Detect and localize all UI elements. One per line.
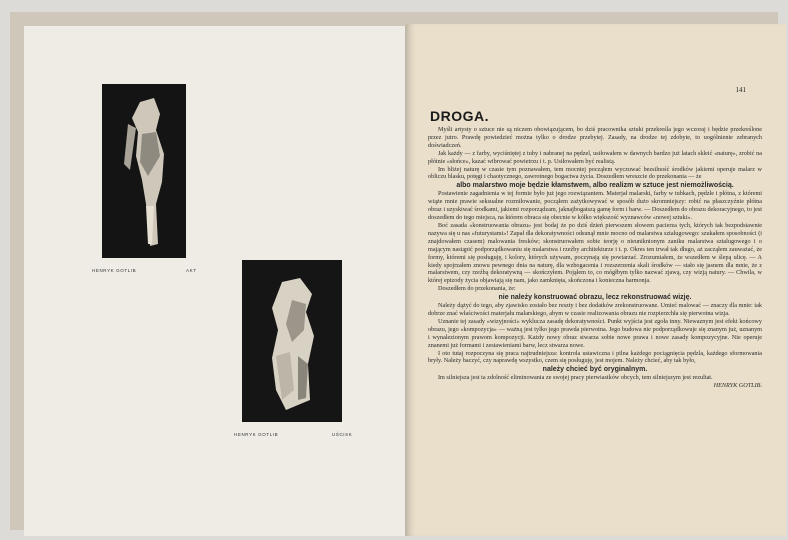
caption-title-bottom: UŚCISK <box>332 432 353 437</box>
caption-title-top: AKT <box>186 268 197 273</box>
emphasis-statement: należy chcieć być oryginalnym. <box>542 366 648 374</box>
paragraph: Uznanie tej zasady «wizyjności» wyklucza zasadę dekoratywności. Punkt wyjścia jest zgoła inny. Niewaznym jest efekt końcowy obrazu, jego «kompozycja» — ważną jest tylko jego prawda pierwotna. Jego budowa nie podporządkowuje się znanym już, uznanym i wynalezionym prawom kompozycji. Każdy nowy obraz stwarza sobie nowe prawa i nowe zasady kompozycyjne. Nie operuje znanemi już formami i zestawieniami barw, lecz stwarza nowe. <box>428 317 762 349</box>
figure-painting-akt <box>102 84 186 258</box>
paragraph: Doszedłem do przekonania, że: <box>438 285 516 293</box>
emphasis-statement: nie należy konstruować obrazu, lecz rekonstruować wizję. <box>498 294 692 302</box>
paragraph: Postawienie zagadnienia w tej formie było już jego rozwiązaniem. Materjał malarski, farby w tubkach, pędzle i płótna, z któremi wiąże mnie prawie seksualne rozmiłowanie, począłem zażytkowywać w sposób dużo skromniejszy: robić na płaszczyźnie płótna obraz i uzyskiwać środkami, jakiemi rozporządzam, jaknajbogatszą gamę form i barw. — Doszedłem do obrazu dekoracyjnego, to jest doszedłem do tego miejsca, na którem obraca się obecnie w kółko większość wyznawców «nowej sztuki». <box>428 190 762 222</box>
right-page <box>406 24 786 536</box>
left-page <box>24 26 406 536</box>
article-body <box>428 126 762 390</box>
paragraph: Należy dążyć do tego, aby zjawisko zostało bez reszty i bez dodatków zrekonstruowane. Umieć malować — znaczy dla mnie: tak dobrze znać właściwości materjału malarskiego, abym w czasie realizowania obrazu nie rozpierzchła się pierwotna wizja. <box>428 302 762 318</box>
photo-akt <box>102 84 186 258</box>
caption-author-bottom: HENRYK GOTLIB <box>234 432 279 437</box>
paragraph: Jak każdy — z farby, wyciśniętej z tuby i nabranej na pędzel, usiłowałem w dawnych bardzo już latach skleić «naturę», zrobić na płótnie «słońce», kazać wibrować powietrzu i t. p. Usiłowałem być realistą. <box>428 149 762 165</box>
page-number: 141 <box>735 86 746 94</box>
paragraph: Im bliżej naturę w czasie tym poznawałem, tem mocniej począłem wyczuwać bezsilność środków jakiemi operuje malarz w obliczu blasku, potęgi i chaotycznego, zawrotnego bogactwa życia. Doszedłem wreszcie do przekonania — że <box>428 165 762 181</box>
paragraph: Myśli artysty o sztuce nie są niczem obowiązującem, bo dziś pracownika sztuki przekreśla jego wczoraj i będzie przekreślone przez jutro. Prawdę powiedzieć można tylko o drodze przebytej. Zasady, na drodze tej zdobyte, to uogólnienie zebranych doświadczeń. <box>428 126 762 149</box>
photo-uscisk <box>242 260 342 422</box>
paragraph: Im silniejsza jest ta zdolność eliminowania ze swojej pracy pierwiastków obcych, tem silniejszym jest rezultat. <box>438 374 713 382</box>
caption-author-top: HENRYK GOTLIB <box>92 268 137 273</box>
sculpture-uscisk <box>242 260 342 422</box>
paragraph: Boć zasada «konstruowania obrazu» jest bodaj że po dziś dzień pierwszem słowem pacierza tych, których tak bezpodstawnie nazywa się u nas «futurystami»! Zapał dla dekoratywności odsunął mnie mocno od malarstwa sztalugowego: szukałem sposobności (i znajdowałem czasem) malowania fresków; skonstruowałem sobie teorję o nieuniknionym zaniku malarstwa sztalugowego i o mającym nastąpić podporządkowaniu się malarstwa i rzeźby architekturze i t. p. Okres ten trwał tak długo, aż zacząłem zauważać, że formy, któremi się posługuję, i kolory, których używam, poczynają się powtarzać. Zrozumiałem, że wszedłem w ślepą ulicę. — A kiedy spojrzałem znowu pewnego dnia na naturę, dla wzbogacenia i rozszerzenia skali środków — stało się jasnem dla mnie, że z malarstwem, czy rzeźbą dekoratywną — skończyłem. Pojąłem to, co mógłbym tylko nazwać zjawą, czy wizją natury. — Chwila, w której epizody życia objawiają się nam, jako zamknięta, skończona i konieczna harmonja. <box>428 221 762 285</box>
emphasis-statement: albo malarstwo moje będzie kłamstwem, albo realizm w sztuce jest niemożliwością. <box>456 182 734 190</box>
paragraph: I oto tutaj rozpoczyna się praca najtrudniejsza: kontrola ustawiczna i pilna każdego pociągnięcia pędzla, każdego sformowania bryły. Należy baczyć, czy naprawdę wszystko, czem się posługuję, jest mojem. Należy chcieć, aby tak było, <box>428 349 762 365</box>
article-heading: DROGA. <box>430 108 489 124</box>
author-signature: HENRYK GOTLIB. <box>713 382 762 390</box>
book-spread <box>10 12 778 530</box>
